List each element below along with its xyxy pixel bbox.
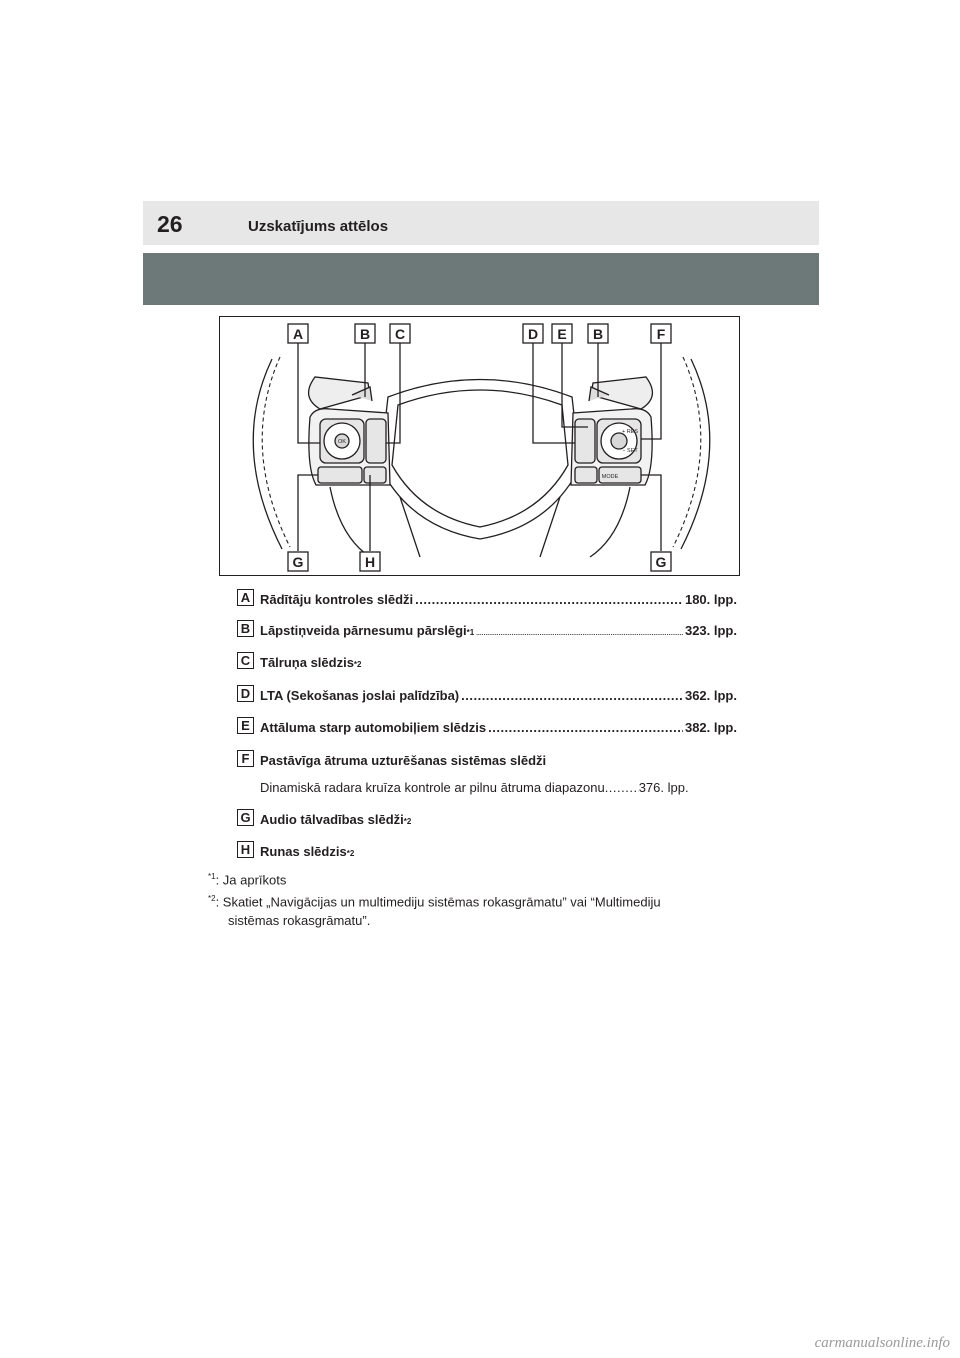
leader-dots xyxy=(476,631,683,637)
item-letter: A xyxy=(237,589,254,606)
res-label: + RES xyxy=(621,429,639,435)
footnote-mark: *2 xyxy=(353,660,362,669)
footnote-mark: *2 xyxy=(346,849,355,858)
item-label: Audio tālvadības slēdži xyxy=(260,812,404,827)
footnote-2 xyxy=(208,889,738,930)
list-item xyxy=(237,685,737,709)
item-letter: G xyxy=(237,809,254,826)
footnote-mark: *2 xyxy=(208,894,216,903)
item-label: LTA (Sekošanas joslai palīdzība) xyxy=(260,688,460,703)
item-letter: F xyxy=(237,750,254,767)
item-label: Tālruņa slēdzis xyxy=(260,655,354,670)
watermark: carmanualsonline.info xyxy=(814,1335,950,1351)
footnote-text: : Ja aprīkots xyxy=(215,872,287,888)
page-number: 26 xyxy=(157,211,183,237)
item-page-ref[interactable]: 180. lpp. xyxy=(684,592,737,607)
item-letter: D xyxy=(237,685,254,702)
callout-g-right: G xyxy=(655,554,667,570)
running-title: Uzskatījums attēlos xyxy=(248,218,389,235)
item-label: Lāpstiņveida pārnesumu pārslēgi xyxy=(260,623,467,638)
leader-dots xyxy=(461,688,683,703)
list-item xyxy=(237,809,737,833)
footnote-1 xyxy=(208,867,738,889)
ok-button-label: OK xyxy=(338,439,346,445)
footnote-text: : Skatiet „Navigācijas un multimediju sistēmas rokasgrāmatu” vai “Multimediju xyxy=(215,894,661,910)
callout-f: F xyxy=(656,326,666,342)
list-item xyxy=(237,652,737,676)
list-item xyxy=(237,841,737,865)
callout-b-right: B xyxy=(592,326,604,342)
callout-a: A xyxy=(292,326,304,342)
list-item xyxy=(237,589,737,613)
section-band xyxy=(143,253,819,305)
callout-d: D xyxy=(527,326,539,342)
callout-b-left: B xyxy=(359,326,371,342)
set-label: − SET xyxy=(622,448,638,454)
item-letter: C xyxy=(237,652,254,669)
item-letter: E xyxy=(237,717,254,734)
footnote-mark: *2 xyxy=(403,817,412,826)
callout-e: E xyxy=(557,326,567,342)
page-header xyxy=(143,201,819,245)
footnote-continuation: sistēmas rokasgrāmatu”. xyxy=(228,913,371,929)
steering-wheel-drawing xyxy=(220,317,740,576)
sub-item-page-ref[interactable]: 376. lpp. xyxy=(638,780,689,795)
callout-c: C xyxy=(394,326,406,342)
footnote-mark: *1 xyxy=(208,872,216,881)
item-page-ref[interactable]: 323. lpp. xyxy=(684,623,737,638)
list-item xyxy=(237,620,737,644)
item-label: Runas slēdzis xyxy=(260,844,347,859)
item-letter: B xyxy=(237,620,254,637)
item-page-ref[interactable]: 362. lpp. xyxy=(684,688,737,703)
item-label: Pastāvīga ātruma uzturēšanas sistēmas slēdži xyxy=(260,753,547,768)
item-letter: H xyxy=(237,841,254,858)
leader-dots xyxy=(415,592,683,607)
callout-g-left: G xyxy=(292,554,304,570)
list-item xyxy=(237,717,737,741)
sub-item-label: Dinamiskā radara kruīza kontrole ar pilnu ātruma diapazonu xyxy=(260,780,605,795)
sub-item xyxy=(260,780,720,795)
item-label: Attāluma starp automobiļiem slēdzis xyxy=(260,720,487,735)
leader-dots xyxy=(488,720,683,735)
item-page-ref[interactable]: 382. lpp. xyxy=(684,720,737,735)
mode-label: MODE xyxy=(601,474,619,480)
steering-wheel-illustration xyxy=(219,316,740,576)
list-item xyxy=(237,750,737,774)
footnote-mark: *1 xyxy=(466,628,475,637)
leader-dots xyxy=(605,780,639,795)
item-label: Rādītāju kontroles slēdži xyxy=(260,592,414,607)
callout-h: H xyxy=(364,554,376,570)
